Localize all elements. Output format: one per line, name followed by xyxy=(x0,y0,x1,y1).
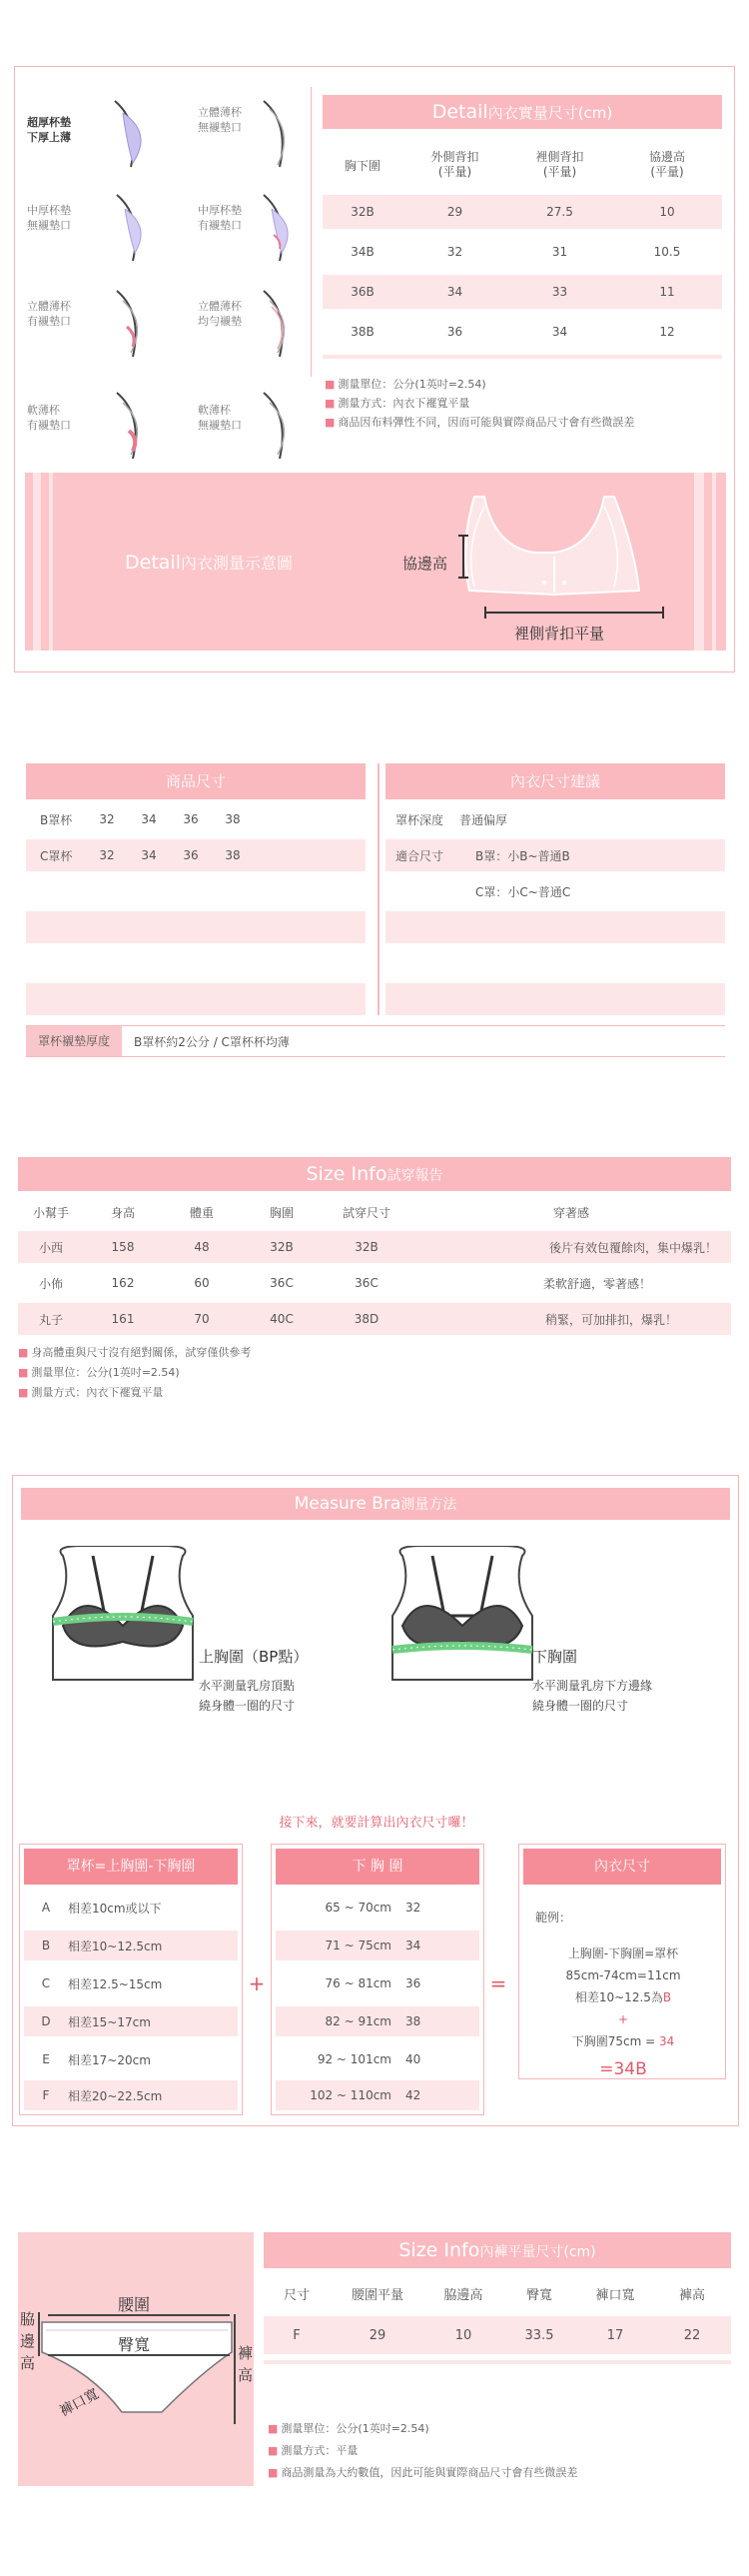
title-cn: 測量方法 xyxy=(400,1497,457,1513)
stripe-decoration xyxy=(33,473,41,650)
note-text: 測量方式：平量 xyxy=(281,2444,359,2457)
cup-shape-icon xyxy=(260,283,302,363)
note-text: 商品因布料彈性不同，因而可能與實際商品尺寸會有些微誤差 xyxy=(338,416,635,429)
plus-sign: + xyxy=(248,1971,266,1995)
example-text: 相差10~12.5為 xyxy=(574,1990,663,2004)
pad-label: 罩杯襯墊厚度 xyxy=(26,1026,122,1056)
depth-label: 罩杯深度 xyxy=(395,812,444,827)
table-cell: 36C xyxy=(270,1276,294,1290)
table-cell: 38D xyxy=(354,1312,379,1326)
band-size: 34 xyxy=(405,1938,421,1952)
lower-bust-illustration xyxy=(382,1546,542,1686)
example-body xyxy=(519,1942,727,2080)
cup-type-line2: 無襯墊口 xyxy=(27,219,71,232)
band-size: 38 xyxy=(405,2014,421,2028)
title-en: Size Info xyxy=(306,1163,387,1185)
table-cell: 29 xyxy=(446,205,463,219)
result-box-title: 內衣尺寸 xyxy=(523,1849,721,1885)
table-cell: 29 xyxy=(369,2327,386,2343)
header-cell: 褲口寬 xyxy=(595,2287,635,2303)
header-cell: 試穿尺寸 xyxy=(342,1205,390,1220)
cup-letter: B xyxy=(41,1938,51,1952)
cup-shape-icon xyxy=(260,385,302,465)
under-range: 92 ~ 101cm xyxy=(317,2052,391,2066)
header-cell: 裡側背扣 (平量) xyxy=(535,150,584,179)
table-cell: 36B xyxy=(351,285,374,299)
label-side-height: 脇邊高 xyxy=(20,2310,36,2372)
example-line: 85cm-74cm=11cm xyxy=(565,1968,681,1982)
note-text: 身高體重與尺寸沒有絕對關係，試穿僅供參考 xyxy=(31,1346,252,1359)
cup-box-title: 罩杯=上胸圍-下胸圍 xyxy=(24,1849,238,1885)
under-range: 65 ~ 70cm xyxy=(325,1901,391,1915)
table-cell: 161 xyxy=(111,1312,135,1326)
table-cell: 10.5 xyxy=(653,245,681,259)
cup-row xyxy=(24,1931,238,1960)
panty-table-row xyxy=(264,2316,731,2354)
back-width-marker xyxy=(484,607,664,619)
empty-row xyxy=(26,875,366,907)
table-cell: 33.5 xyxy=(524,2327,554,2343)
table-cell: 22 xyxy=(683,2327,701,2343)
cup-type-line2: 均勻襯墊 xyxy=(198,315,242,328)
table-cell: 36C xyxy=(355,1276,378,1290)
example-line xyxy=(519,2030,727,2052)
cup-type-cell xyxy=(15,83,160,173)
band-size: 40 xyxy=(405,2052,421,2066)
cup-type-cell xyxy=(160,173,305,273)
title-cn: 內衣測量示意圖 xyxy=(180,554,293,573)
upper-bust-title: 上胸圍（BP點） xyxy=(199,1648,309,1666)
bullet-icon: ■ xyxy=(268,2444,279,2457)
table-cell: 27.5 xyxy=(546,205,573,219)
size-value: 34 xyxy=(141,848,157,862)
suggest-row xyxy=(385,803,725,835)
size-info-section xyxy=(18,1157,731,1407)
example-plus: + xyxy=(617,2012,629,2026)
lower-bust-title: 下胸圍 xyxy=(532,1648,578,1666)
header-cell: 尺寸 xyxy=(283,2287,310,2303)
header-cell: 脇邊高 xyxy=(443,2287,483,2303)
vertical-divider xyxy=(377,763,379,1015)
upper-bust-illustration xyxy=(43,1546,203,1686)
table-cell: 162 xyxy=(111,1276,135,1290)
note-text: 測量方式：內衣下襬寬平量 xyxy=(338,397,470,410)
bullet-icon: ■ xyxy=(325,416,336,429)
table-cell: 34 xyxy=(551,325,568,339)
under-bust-box xyxy=(271,1844,484,2115)
size-value: 32 xyxy=(99,848,115,862)
lower-bust-desc xyxy=(532,1676,652,1716)
table-cell: 稍緊，可加排扣，爆乳！ xyxy=(544,1312,677,1327)
bra-outline-illustration xyxy=(444,487,664,607)
cup-shape-icon xyxy=(260,93,300,173)
title-cn: 內褲平量尺寸(cm) xyxy=(479,2244,596,2260)
cup-row xyxy=(24,1893,238,1923)
panty-title-bar xyxy=(264,2232,731,2268)
cup-type-line1: 立體薄杯 xyxy=(198,300,242,313)
size-value: 36 xyxy=(183,848,199,862)
title-cn: 試穿報告 xyxy=(386,1168,443,1184)
under-range: 82 ~ 91cm xyxy=(325,2014,391,2028)
size-info-row xyxy=(18,1267,731,1299)
panty-notes xyxy=(268,2418,731,2484)
pad-value: B罩杯約2公分 / C罩杯杯均薄 xyxy=(134,1034,290,1049)
table-row xyxy=(323,235,722,269)
note-text: 測量單位：公分(1英吋=2.54) xyxy=(338,378,486,391)
cup-letter: A xyxy=(41,1901,51,1915)
cup-range: 相差20~22.5cm xyxy=(68,2088,163,2103)
cup-range: 相差15~17cm xyxy=(68,2014,151,2029)
table-cell: 38B xyxy=(351,325,374,339)
label-back-width: 裡側背扣平量 xyxy=(514,625,605,643)
cup-type-line2: 無襯墊口 xyxy=(198,121,242,134)
cup-row xyxy=(24,2044,238,2074)
size-info-header xyxy=(18,1197,731,1227)
cup-type-grid xyxy=(15,67,305,497)
measure-diagram-banner xyxy=(25,473,726,650)
cup-row xyxy=(24,2006,238,2036)
detail-size-title-bar xyxy=(323,95,722,129)
measure-bra-title-bar xyxy=(21,1488,730,1520)
desc-line: 繞身體一圈的尺寸 xyxy=(532,1699,629,1713)
product-size-title-bar: 商品尺寸 xyxy=(26,763,366,799)
cup-label: C罩杯 xyxy=(40,848,73,863)
product-size-row xyxy=(26,839,366,871)
cup-type-line2: 有襯墊口 xyxy=(27,419,71,432)
depth-value: 普通偏厚 xyxy=(459,812,508,827)
size-value: 34 xyxy=(141,812,157,826)
detail-section xyxy=(14,66,735,672)
table-cell: 40C xyxy=(270,1312,294,1326)
table-cell: 丸子 xyxy=(38,1312,63,1327)
cup-letter: C xyxy=(41,1976,51,1990)
title-en: Detail xyxy=(125,552,181,574)
fit-label: 適合尺寸 xyxy=(395,848,444,863)
cup-range: 相差10cm或以下 xyxy=(68,1901,162,1916)
upper-bust-desc xyxy=(199,1676,295,1716)
product-size-section xyxy=(26,763,725,1073)
example-line xyxy=(519,1986,727,2008)
cup-type-cell xyxy=(15,273,160,373)
under-row xyxy=(276,1931,479,1960)
suggest-row xyxy=(385,839,725,871)
measure-diagram-title xyxy=(125,551,293,574)
cup-letter: E xyxy=(42,2052,50,2066)
label-leg-opening: 褲口寬 xyxy=(57,2385,102,2420)
cup-type-line2: 無襯墊口 xyxy=(198,419,242,432)
detail-size-table xyxy=(323,143,722,393)
under-range: 102 ~ 110cm xyxy=(310,2088,391,2102)
table-row xyxy=(323,195,722,229)
table-cell: 32B xyxy=(351,205,374,219)
under-row xyxy=(276,1893,479,1923)
header-cell: 體重 xyxy=(189,1205,214,1220)
cup-range: 相差10~12.5cm xyxy=(68,1938,163,1953)
empty-row xyxy=(385,947,725,979)
cup-row xyxy=(24,1968,238,1998)
note-text: 測量單位：公分(1英吋=2.54) xyxy=(31,1366,180,1379)
under-row xyxy=(276,1968,479,1998)
header-cell: 胸圍 xyxy=(269,1205,294,1220)
empty-row xyxy=(26,947,366,979)
bullet-icon: ■ xyxy=(18,1386,29,1399)
table-row xyxy=(323,275,722,309)
cup-type-line2: 下厚上薄 xyxy=(27,131,71,144)
cup-shape-icon xyxy=(111,93,155,173)
bullet-icon: ■ xyxy=(18,1366,29,1379)
table-cell: 11 xyxy=(659,285,675,299)
cup-type-line1: 立體薄杯 xyxy=(198,106,242,119)
cup-type-line1: 超厚杯墊 xyxy=(27,116,71,129)
table-cell: 小西 xyxy=(38,1240,63,1255)
fit-b: B罩：小B~普通B xyxy=(475,848,570,863)
example-line: 上胸圍-下胸圍=罩杯 xyxy=(567,1946,679,1960)
table-cell: 70 xyxy=(194,1312,210,1326)
result-box xyxy=(518,1844,726,2079)
cup-type-cell xyxy=(15,373,160,473)
table-cell: 31 xyxy=(551,245,568,259)
empty-row xyxy=(385,911,725,943)
empty-row xyxy=(385,983,725,1015)
size-value: 38 xyxy=(225,848,241,862)
table-cell: 60 xyxy=(194,1276,210,1290)
empty-row xyxy=(26,911,366,943)
label-waist: 腰圍 xyxy=(118,2295,151,2314)
stripe-decoration xyxy=(694,473,704,650)
table-cell: 小佈 xyxy=(38,1276,63,1291)
cup-letter: F xyxy=(42,2088,50,2102)
size-value: 38 xyxy=(225,812,241,826)
table-cell: 12 xyxy=(659,325,675,339)
title-en: Size Info xyxy=(398,2239,480,2261)
cup-type-line1: 中厚杯墊 xyxy=(198,204,242,217)
label-side-height: 協邊高 xyxy=(402,555,448,573)
vertical-divider xyxy=(311,87,312,377)
bullet-icon: ■ xyxy=(268,2466,279,2479)
note-text: 測量單位：公分(1英吋=2.54) xyxy=(281,2422,429,2435)
table-cell: 後片有效包覆餘肉，集中爆乳！ xyxy=(548,1240,717,1255)
table-cell: 34B xyxy=(351,245,374,259)
under-box-title: 下 胸 圍 xyxy=(276,1849,479,1885)
cup-shape-icon xyxy=(113,385,155,465)
detail-size-title-cn: 內衣實量尺寸(cm) xyxy=(487,104,613,122)
cup-type-cell xyxy=(160,373,305,473)
table-cell: 32B xyxy=(270,1240,294,1254)
header-cell: 胸下圍 xyxy=(344,158,380,173)
title-en: Measure Bra xyxy=(294,1494,401,1514)
example-highlight: 34 xyxy=(658,2034,675,2048)
header-cell: 協邊高 (平量) xyxy=(648,150,685,179)
size-info-row xyxy=(18,1231,731,1263)
bullet-icon: ■ xyxy=(325,378,336,391)
cup-type-line1: 中厚杯墊 xyxy=(27,204,71,217)
example-highlight: B xyxy=(662,1990,672,2004)
table-row xyxy=(323,315,722,349)
header-cell: 褲高 xyxy=(678,2287,705,2303)
panty-table-header xyxy=(264,2276,731,2310)
header-cell: 外側背扣 (平量) xyxy=(430,150,479,179)
header-cell: 小幫手 xyxy=(32,1205,69,1220)
side-marker xyxy=(38,2312,40,2356)
suggest-title-bar: 內衣尺寸建議 xyxy=(385,763,725,799)
example-text: 下胸圍75cm = xyxy=(571,2034,659,2048)
size-info-notes xyxy=(18,1343,731,1403)
cup-letter: D xyxy=(41,2014,51,2028)
detail-size-title: Detail xyxy=(431,101,488,123)
cup-type-line1: 軟薄杯 xyxy=(27,404,60,417)
cup-range: 相差17~20cm xyxy=(68,2052,151,2067)
under-row xyxy=(276,2044,479,2074)
header-cell: 腰圍平量 xyxy=(351,2287,403,2303)
cup-type-cell xyxy=(160,83,305,173)
cup-type-cell xyxy=(15,173,160,273)
under-range: 71 ~ 75cm xyxy=(325,1938,391,1952)
table-cell: 158 xyxy=(111,1240,135,1254)
table-cell: 10 xyxy=(659,205,675,219)
cup-row xyxy=(24,2080,238,2110)
product-size-row xyxy=(26,803,366,835)
crotch-marker xyxy=(234,2314,236,2424)
panty-illustration-panel xyxy=(18,2232,254,2486)
table-cell: 34 xyxy=(446,285,463,299)
measure-bra-section xyxy=(12,1475,739,2126)
size-info-title-bar xyxy=(18,1157,731,1191)
table-bottom-line xyxy=(323,355,722,359)
size-value: 32 xyxy=(99,812,115,826)
table-cell: 10 xyxy=(454,2327,472,2343)
under-row xyxy=(276,2080,479,2110)
side-height-marker xyxy=(458,535,468,579)
bullet-icon: ■ xyxy=(325,397,336,410)
table-cell: 柔軟舒適，零著感！ xyxy=(542,1276,651,1291)
desc-line: 繞身體一圈的尺寸 xyxy=(199,1699,296,1713)
cup-shape-icon xyxy=(113,283,155,363)
cup-box xyxy=(19,1844,243,2115)
example-label: 範例： xyxy=(535,1911,572,1925)
cup-shape-icon xyxy=(113,187,155,267)
stripe-decoration xyxy=(712,473,716,650)
label-hip: 臀寬 xyxy=(118,2335,151,2354)
calc-prompt: 接下來，就要計算出內衣尺寸囉！ xyxy=(279,1816,474,1831)
pad-thickness-row xyxy=(26,1025,725,1057)
table-cell: 32B xyxy=(355,1240,378,1254)
empty-row xyxy=(26,983,366,1015)
header-cell: 臀寬 xyxy=(525,2287,552,2303)
panty-table-bottom xyxy=(264,2360,731,2364)
cup-type-line2: 有襯墊口 xyxy=(198,219,242,232)
table-cell: 36 xyxy=(446,325,463,339)
bullet-icon: ■ xyxy=(268,2422,279,2435)
table-cell: F xyxy=(293,2327,301,2343)
stripe-decoration xyxy=(49,473,53,650)
band-size: 36 xyxy=(405,1976,421,1990)
cup-type-cell xyxy=(160,273,305,373)
cup-range: 相差12.5~15cm xyxy=(68,1976,163,1991)
cup-type-line1: 軟薄杯 xyxy=(198,404,231,417)
note-text: 商品測量為大約數值，因此可能與實際商品尺寸會有些微誤差 xyxy=(281,2466,578,2479)
fit-c: C罩：小C~普通C xyxy=(475,884,571,899)
table-cell: 32 xyxy=(446,245,463,259)
marker-line xyxy=(486,612,662,614)
suggest-row xyxy=(385,875,725,907)
size-info-row xyxy=(18,1303,731,1335)
table-cell: 48 xyxy=(194,1240,210,1254)
cup-shape-icon xyxy=(260,187,302,267)
cup-label: B罩杯 xyxy=(40,812,73,827)
marker-line xyxy=(462,537,464,577)
panty-section xyxy=(18,2232,731,2492)
size-value: 36 xyxy=(183,812,199,826)
detail-size-notes xyxy=(325,375,734,432)
band-size: 32 xyxy=(405,1901,421,1915)
table-cell: 33 xyxy=(551,285,568,299)
header-cell: 身高 xyxy=(110,1205,135,1220)
example-result: =34B xyxy=(599,2059,647,2079)
equals-sign: = xyxy=(489,1971,507,1995)
desc-line: 水平測量乳房下方邊緣 xyxy=(532,1679,653,1693)
cup-type-line2: 有襯墊口 xyxy=(27,315,71,328)
cup-type-line1: 立體薄杯 xyxy=(27,300,71,313)
band-size: 42 xyxy=(405,2088,421,2102)
under-row xyxy=(276,2006,479,2036)
bullet-icon: ■ xyxy=(18,1346,29,1359)
note-text: 測量方式：內衣下襬寬平量 xyxy=(31,1386,164,1399)
label-crotch-height: 褲高 xyxy=(238,2344,254,2384)
table-header xyxy=(323,143,722,187)
under-range: 76 ~ 81cm xyxy=(325,1976,391,1990)
header-cell: 穿著感 xyxy=(552,1205,589,1220)
desc-line: 水平測量乳房頂點 xyxy=(199,1679,296,1693)
table-cell: 17 xyxy=(606,2327,624,2343)
